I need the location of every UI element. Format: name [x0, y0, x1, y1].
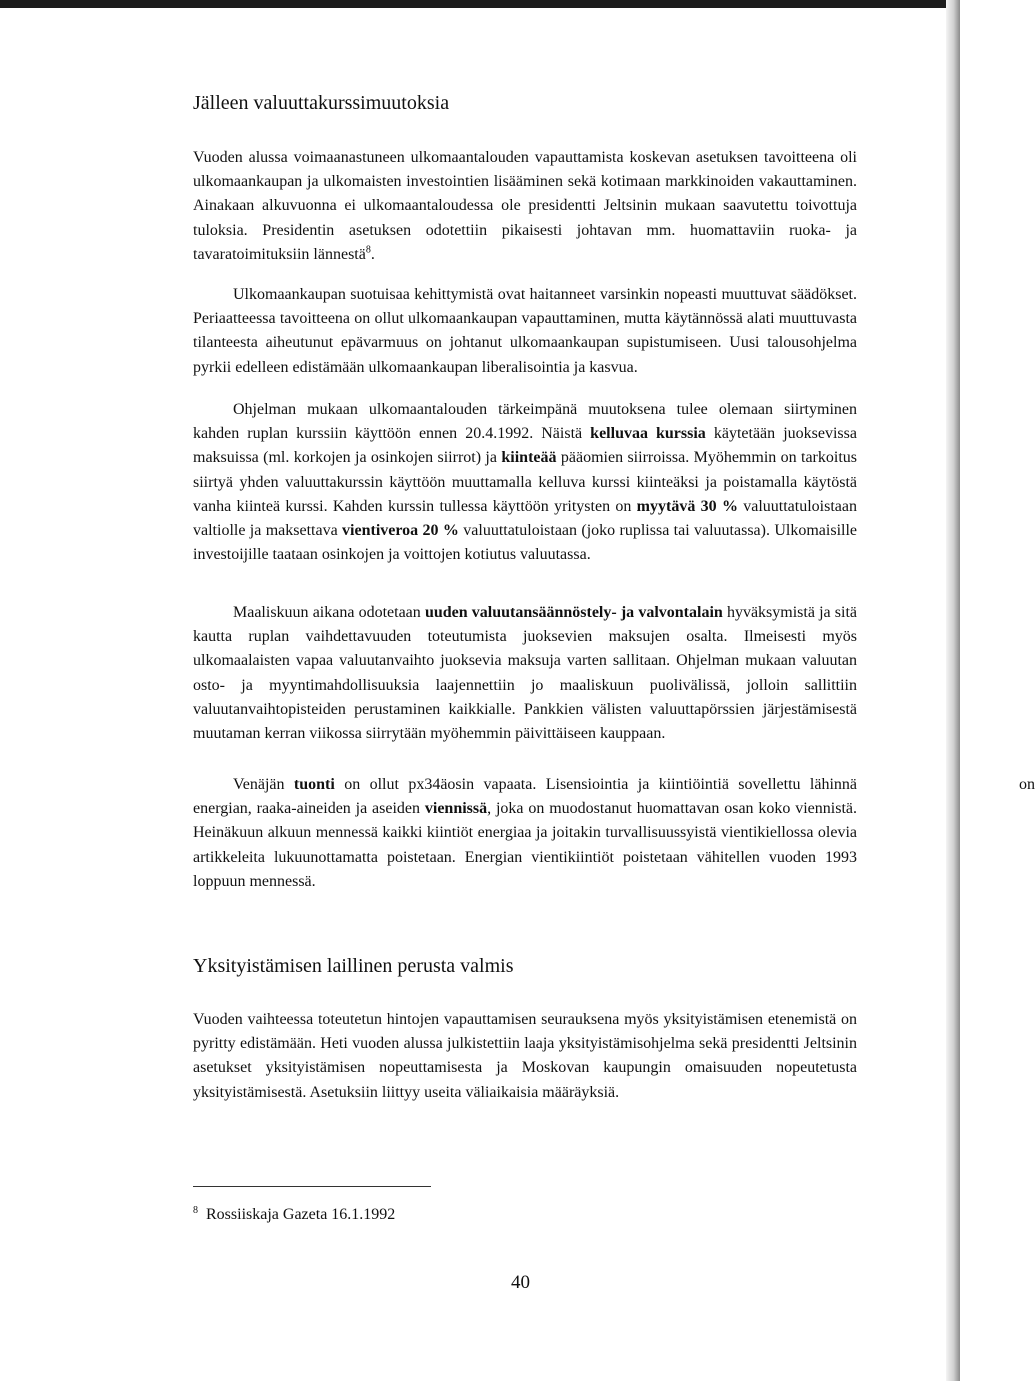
- paragraph-text: Maaliskuun aikana odotetaan: [233, 604, 425, 621]
- paragraph-text: Venäjän: [233, 776, 294, 793]
- paragraph-text: Vuoden alussa voimaanastuneen ulkomaantalouden vapauttamista koskevan asetuksen tavoitteena oli ulkomaankaupan ja ulkomaisten investointien lisääminen sekä kotimaan markkinoiden vakauttaminen. Ainakaan alkuvuonna ei ulkomaantaloudessa ole presidentti Jeltsinin mukaan saavutettu toivottuja tuloksia. Presidentin asetuksen odotettiin pikaisesti johtavan mm. huomattaviin ruoka- ja tavaratoimituksiin lännestä: [193, 149, 857, 263]
- paragraph-text: käytetään juoksevissa maksuissa (ml. korkojen ja osinkojen siirrot) ja: [193, 425, 857, 467]
- paragraph: [193, 398, 857, 567]
- emphasis: kelluvaa kurssia: [590, 425, 706, 443]
- paragraph: [193, 146, 857, 267]
- paragraph-text: on ollut px34äosin vapaata. Lisensiointia ja kiintiöintiä sovellettu lähinnä energian, raaka-aineiden ja aseiden: [193, 776, 858, 818]
- paragraph: [193, 773, 857, 894]
- emphasis: tuonti: [293, 776, 335, 793]
- emphasis: kiinteää: [501, 449, 557, 467]
- footnote-reference: 8: [365, 244, 371, 256]
- page-number: 40: [511, 1272, 530, 1293]
- paragraph: Vuoden vaihteessa toteutetun hintojen vapauttamisen seurauksena myös yksityistämisen etenemistä on pyritty edistämään. Heti vuoden alussa julkistettiin laaja yksityistämisohjelma sekä presidentti Jeltsinin asetukset yksityistämisen nopeuttamisesta ja Moskovan kaupungin omaisuuden nopeutetusta yksityistämisestä. Asetuksiin liittyy useita väliaikaisia määräyksiä.: [193, 1011, 857, 1101]
- emphasis: uuden valuutansäännöstely- ja valvontalain: [424, 604, 723, 621]
- footnote-text: Rossiiskaja Gazeta 16.1.1992: [206, 1206, 396, 1223]
- emphasis: vientiveroa 20 %: [342, 522, 459, 540]
- paragraph-text: pääomien siirroissa. Myöhemmin on tarkoitus siirtyä yhden valuuttakurssin käyttöön muuttamalla kelluva kurssi kiinteäksi ja poistamalla käytöstä vanha kiinteä kurssi. Kahden kurssin tullessa käyttöön yritysten on: [193, 449, 858, 515]
- footnote: [193, 1204, 395, 1226]
- paragraph-text: valuuttatuloistaan valtiolle ja maksettava: [193, 497, 857, 540]
- scan-top-edge: [0, 0, 960, 8]
- section-title-exchange-rates: Jälleen valuuttakurssimuutoksia: [193, 92, 450, 114]
- paragraph-text: .: [370, 245, 375, 263]
- paragraph: Ulkomaankaupan suotuisaa kehittymistä ovat haitanneet varsinkin nopeasti muuttuvat säädökset. Periaatteessa tavoitteena on ollut ulkomaankaupan vapauttaminen, mutta käytännössä alati muuttuvasta tilanteesta aiheutunut epävarmuus on johtanut ulkomaankaupan supistumiseen. Uusi talousohjelma pyrkii edelleen edistämään ulkomaankaupan liberalisointia ja kasvua.: [193, 286, 857, 376]
- paragraph-text: Ohjelman mukaan ulkomaantalouden tärkeimpänä muutoksena tulee olemaan siirtyminen kahden ruplan kurssiin käyttöön ennen 20.4.1992. Näistä: [193, 401, 857, 443]
- paragraph-text: hyväksymistä ja sitä kautta ruplan vaihdettavuuden toteutumista juoksevien maksujen osalta. Ilmeisesti myös ulkomaalaisten vapaa valuutanvaihto juoksevia maksuja varten sallitaan. Ohjelman mukaan valuutan osto- ja myyntimahdollisuuksia laajennettiin jo maaliskuun puolivälissä, jolloin sallittiin valuutanvaihtopisteiden perustaminen kaikkialle. Pankkien välisten valuuttapörssien järjestämisestä muutaman kerran viikossa siirrytään myöhemmin päivittäiseen kauppaan.: [193, 604, 857, 743]
- paragraph-text: valuuttatuloistaan (joko ruplissa tai valuutassa). Ulkomaisille investoijille taataan osinkojen ja voittojen kotiutus valuutassa.: [193, 522, 858, 564]
- scan-right-edge: [946, 0, 960, 1381]
- emphasis: myytävä 30 %: [636, 497, 738, 515]
- paragraph: [193, 601, 857, 746]
- footnote-mark: 8: [193, 1204, 198, 1216]
- emphasis: viennissä: [424, 800, 488, 818]
- paragraph-text: , joka on muodostanut huomattavan osan koko viennistä. Heinäkuun alkuun mennessä kaikki kiintiöt energiaa ja joitakin turvallisuussyistä vientikiellossa olevia artikkeleita lukuunottamatta poistetaan. Energian vientikiintiöt poistetaan vähitellen vuoden 1993 loppuun mennessä.: [193, 800, 858, 890]
- stray-word: on: [1019, 776, 1035, 793]
- section-title-privatization: Yksityistämisen laillinen perusta valmis: [193, 955, 514, 977]
- footnote-rule: [193, 1186, 431, 1187]
